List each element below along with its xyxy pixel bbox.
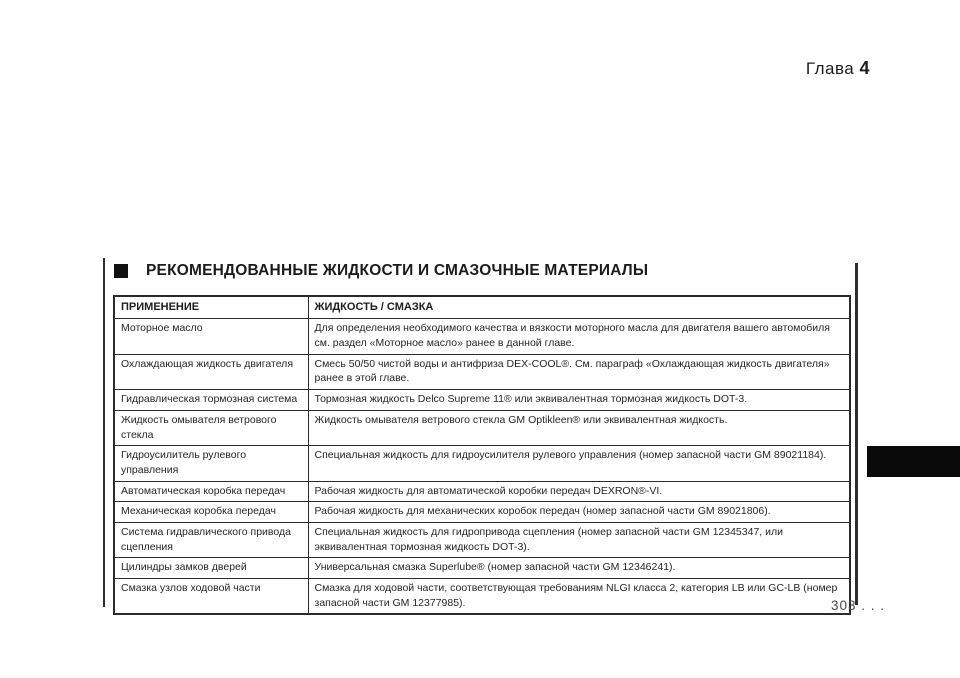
fluid-cell: Специальная жидкость для гидропривода сцепления (номер запасной части GM 12345347, или эквивалентная тормозная жидкость DOT-3). xyxy=(308,522,850,557)
left-vertical-rule xyxy=(103,258,105,607)
application-cell: Моторное масло xyxy=(114,319,308,354)
table-row xyxy=(114,390,850,411)
table-row xyxy=(114,579,850,615)
square-bullet-icon xyxy=(114,264,128,278)
table-row xyxy=(114,502,850,523)
page-number: 303 . . . xyxy=(831,598,886,613)
table-row xyxy=(114,410,850,445)
table-row xyxy=(114,558,850,579)
fluid-cell: Рабочая жидкость для механических коробок передач (номер запасной части GM 89021806). xyxy=(308,502,850,523)
table-row xyxy=(114,446,850,481)
fluid-cell: Рабочая жидкость для автоматической коробки передач DEXRON®-VI. xyxy=(308,481,850,502)
fluid-cell: Для определения необходимого качества и вязкости моторного масла для двигателя вашего автомобиля см. раздел «Моторное масло» ранее в данной главе. xyxy=(308,319,850,354)
column-header-application: ПРИМЕНЕНИЕ xyxy=(114,296,308,319)
chapter-label xyxy=(806,58,870,79)
page-edge-tab-marker xyxy=(867,446,960,477)
fluid-cell: Специальная жидкость для гидроусилителя рулевого управления (номер запасной части GM 89021184). xyxy=(308,446,850,481)
fluid-cell: Универсальная смазка Superlube® (номер запасной части GM 12346241). xyxy=(308,558,850,579)
fluid-cell: Смазка для ходовой части, соответствующая требованиям NLGI класса 2, категория LB или GC-LB (номер запасной части GM 12377985). xyxy=(308,579,850,615)
fluid-cell: Смесь 50/50 чистой воды и антифриза DEX-COOL®. См. параграф «Охлаждающая жидкость двигателя» ранее в этой главе. xyxy=(308,354,850,389)
fluid-cell: Жидкость омывателя ветрового стекла GM Optikleen® или эквивалентная жидкость. xyxy=(308,410,850,445)
application-cell: Охлаждающая жидкость двигателя xyxy=(114,354,308,389)
table-row xyxy=(114,481,850,502)
application-cell: Механическая коробка передач xyxy=(114,502,308,523)
application-cell: Смазка узлов ходовой части xyxy=(114,579,308,615)
right-vertical-rule xyxy=(855,263,858,605)
section-header xyxy=(114,262,844,280)
column-header-fluid: ЖИДКОСТЬ / СМАЗКА xyxy=(308,296,850,319)
section-title: РЕКОМЕНДОВАННЫЕ ЖИДКОСТИ И СМАЗОЧНЫЕ МАТЕРИАЛЫ xyxy=(146,262,649,279)
table-row xyxy=(114,522,850,557)
application-cell: Система гидравлического привода сцепления xyxy=(114,522,308,557)
fluids-and-lubricants-table xyxy=(113,295,851,615)
application-cell: Гидравлическая тормозная система xyxy=(114,390,308,411)
fluids-table xyxy=(113,295,851,615)
table-header-row xyxy=(114,296,850,319)
application-cell: Жидкость омывателя ветрового стекла xyxy=(114,410,308,445)
table-row xyxy=(114,354,850,389)
fluids-table-body xyxy=(114,319,850,615)
table-row xyxy=(114,319,850,354)
chapter-number: 4 xyxy=(859,58,870,78)
application-cell: Цилиндры замков дверей xyxy=(114,558,308,579)
application-cell: Автоматическая коробка передач xyxy=(114,481,308,502)
fluid-cell: Тормозная жидкость Delco Supreme 11® или эквивалентная тормозная жидкость DOT-3. xyxy=(308,390,850,411)
application-cell: Гидроусилитель рулевого управления xyxy=(114,446,308,481)
chapter-word: Глава xyxy=(805,59,855,78)
